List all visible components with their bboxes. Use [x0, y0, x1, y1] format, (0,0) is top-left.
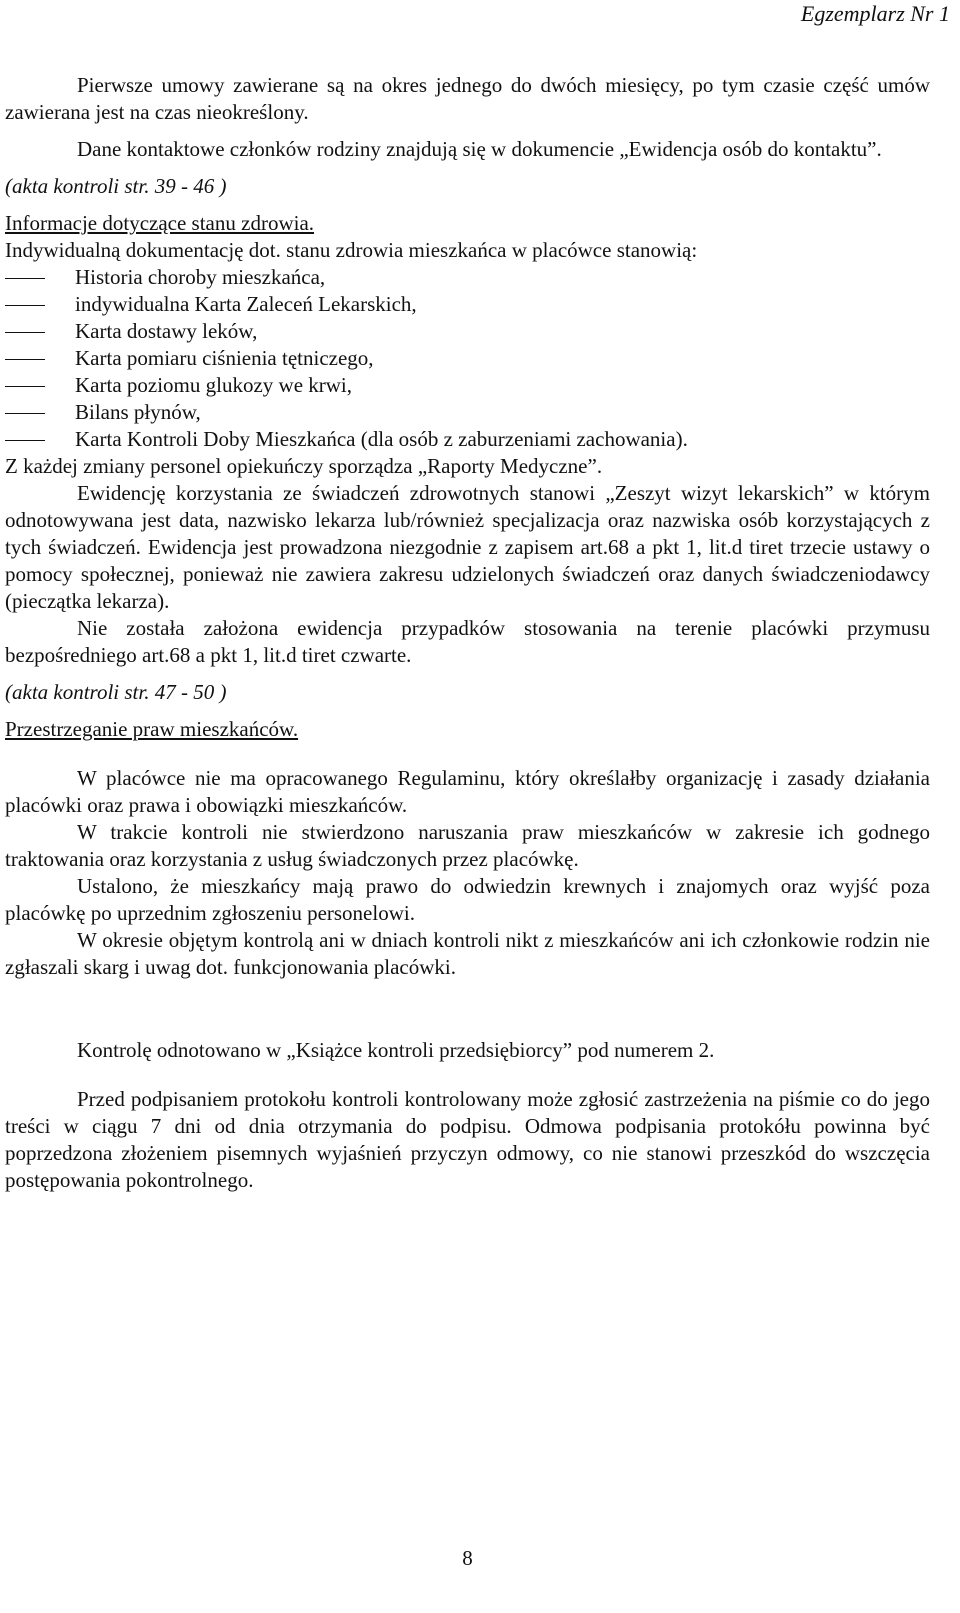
list-item: Bilans płynów, — [5, 399, 930, 426]
page-number: 8 — [462, 1546, 473, 1570]
paragraph-visits: Ustalono, że mieszkańcy mają prawo do odwiedzin krewnych i znajomych oraz wyjść poza placówkę po uprzednim zgłoszeniu personelowi. — [5, 874, 930, 925]
files-reference-1: (akta kontroli str. 39 - 46 ) — [5, 174, 227, 198]
health-documents-list — [5, 264, 930, 453]
paragraph-evidence: Ewidencję korzystania ze świadczeń zdrowotnych stanowi „Zeszyt wizyt lekarskich” w którym odnotowywana jest data, nazwisko lekarza lub/również specjalizacja oraz nazwiska osób korzystających z tych świadczeń. Ewidencja jest prowadzona niezgodnie z zapisem art.68 a pkt 1, lit.d tiret trzecie ustawy o pomocy społecznej, ponieważ nie zawiera zakresu udzielonych świadczeń oraz danych świadczeniodawcy (pieczątka lekarza). — [5, 481, 930, 613]
list-item: Karta pomiaru ciśnienia tętniczego, — [5, 345, 930, 372]
paragraph-coercion: Nie została założona ewidencja przypadków stosowania na terenie placówki przymusu bezpośredniego art.68 a pkt 1, lit.d tiret czwarte. — [5, 616, 930, 667]
list-item: Karta poziomu glukozy we krwi, — [5, 372, 930, 399]
health-intro: Indywidualną dokumentację dot. stanu zdrowia mieszkańca w placówce stanowią: — [5, 238, 698, 262]
section-heading-rights: Przestrzeganie praw mieszkańców. — [5, 717, 299, 741]
section-heading-health: Informacje dotyczące stanu zdrowia. — [5, 211, 315, 235]
files-reference-2: (akta kontroli str. 47 - 50 ) — [5, 680, 227, 704]
list-item: Karta Kontroli Doby Mieszkańca (dla osób z zaburzeniami zachowania). — [5, 426, 930, 453]
paragraph-control-book: Kontrolę odnotowano w „Książce kontroli przedsiębiorcy” pod numerem 2. — [77, 1038, 715, 1062]
paragraph-contracts: Pierwsze umowy zawierane są na okres jednego do dwóch miesięcy, po tym czasie część umów zawierana jest na czas nieokreślony. — [5, 73, 930, 124]
list-item: Historia choroby mieszkańca, — [5, 264, 930, 291]
paragraph-signing: Przed podpisaniem protokołu kontroli kontrolowany może zgłosić zastrzeżenia na piśmie co do jego treści w ciągu 7 dni od dnia otrzymania do podpisu. Odmowa podpisania protokółu powinna być poprzedzona złożeniem pisemnych wyjaśnień przyczyn odmowy, co nie stanowi przeszkód do wszczęcia postępowania pokontrolnego. — [5, 1087, 930, 1192]
list-item: indywidualna Karta Zaleceń Lekarskich, — [5, 291, 930, 318]
document-body — [5, 72, 930, 1194]
list-item: Karta dostawy leków, — [5, 318, 930, 345]
copy-label: Egzemplarz Nr 1 — [800, 1, 950, 26]
paragraph-violation: W trakcie kontroli nie stwierdzono naruszania praw mieszkańców w zakresie ich godnego traktowania oraz korzystania z usług świadczonych przez placówkę. — [5, 820, 930, 871]
paragraph-rules: W placówce nie ma opracowanego Regulaminu, który określałby organizację i zasady działania placówki oraz prawa i obowiązki mieszkańców. — [5, 766, 930, 817]
paragraph-contacts: Dane kontaktowe członków rodziny znajdują się w dokumencie „Ewidencja osób do kontaktu”. — [77, 137, 882, 161]
paragraph-reports: Z każdej zmiany personel opiekuńczy sporządza „Raporty Medyczne”. — [5, 454, 603, 478]
paragraph-complaints: W okresie objętym kontrolą ani w dniach kontroli nikt z mieszkańców ani ich członkowie rodzin nie zgłaszali skarg i uwag dot. funkcjonowania placówki. — [5, 928, 930, 979]
